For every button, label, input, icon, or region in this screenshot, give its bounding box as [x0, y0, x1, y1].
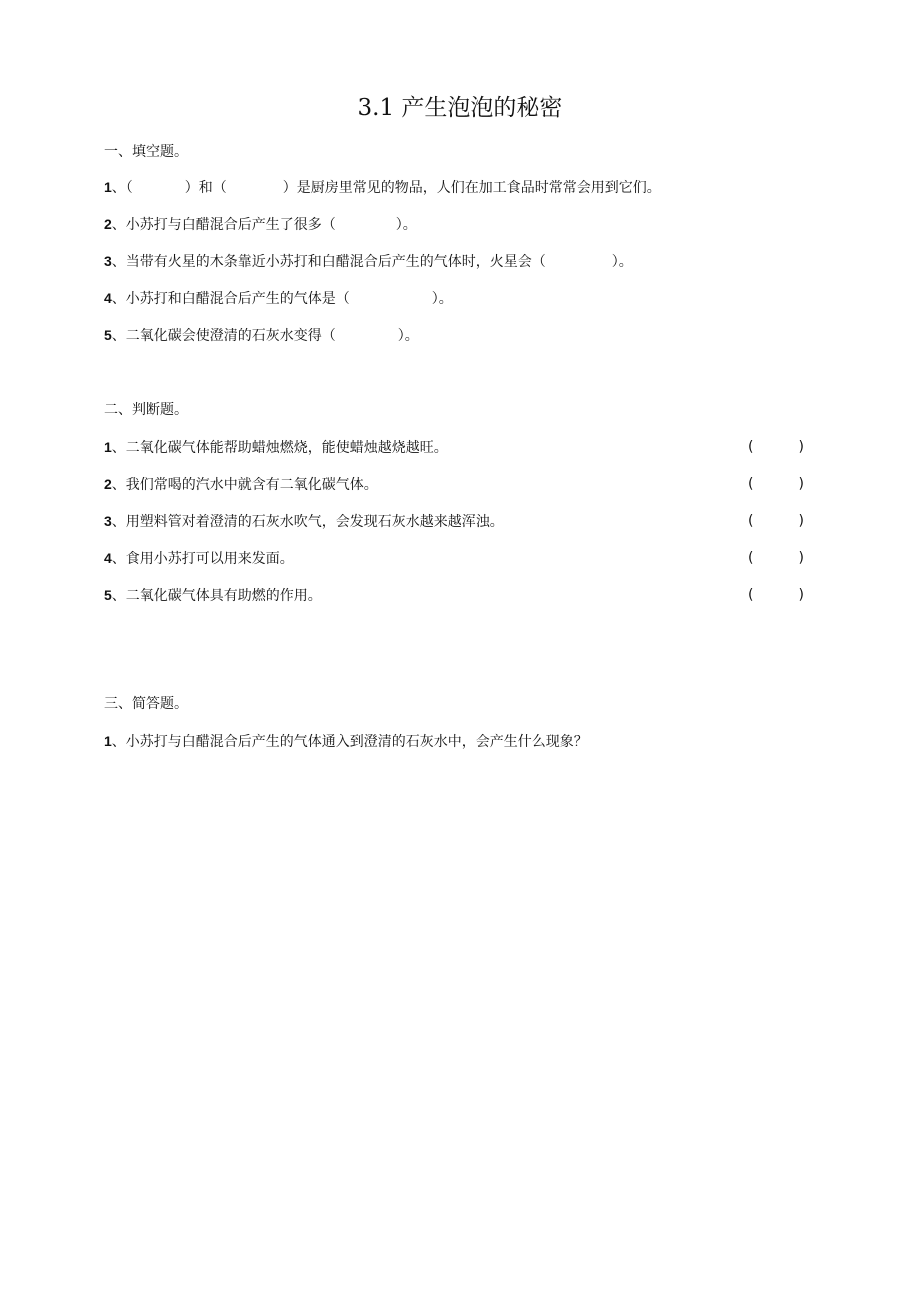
question-number: 4: [104, 550, 112, 566]
question-number: 5: [104, 587, 112, 603]
answer-parentheses[interactable]: [748, 474, 804, 494]
true-false-question-5: [104, 585, 322, 606]
question-number: 2: [104, 476, 112, 492]
paren-close: ): [798, 476, 804, 492]
question-text: 、食用小苏打可以用来发面。: [111, 551, 294, 567]
true-false-question-4: [104, 548, 294, 569]
question-text: ）是厨房里常见的物品，人们在加工食品时常常会用到它们。: [282, 180, 661, 196]
true-false-question-1: [104, 437, 448, 458]
paren-close: ): [798, 439, 804, 455]
question-text: ）。: [397, 328, 419, 344]
paren-open: (: [748, 513, 754, 529]
question-text: 、二氧化碳气体能帮助蜡烛燃烧，能使蜡烛越烧越旺。: [111, 440, 448, 456]
true-false-question-3: [104, 511, 504, 532]
fill-blank-question-2: [104, 214, 417, 235]
question-text: ）。: [611, 254, 633, 270]
question-number: 1: [104, 439, 112, 455]
question-text: ）。: [395, 217, 417, 233]
answer-area[interactable]: [104, 760, 816, 1060]
fill-blank-question-3: [104, 251, 633, 272]
question-text: 、用塑料管对着澄清的石灰水吹气，会发现石灰水越来越浑浊。: [111, 514, 504, 530]
paren-open: (: [748, 439, 754, 455]
question-number: 4: [104, 290, 112, 306]
paren-open: (: [748, 476, 754, 492]
question-text: 、（: [111, 180, 133, 196]
question-text: 、当带有火星的木条靠近小苏打和白醋混合后产生的气体时，火星会（: [111, 254, 546, 270]
question-text: ）和（: [184, 180, 227, 196]
question-number: 2: [104, 216, 112, 232]
paren-open: (: [748, 550, 754, 566]
paren-close: ): [798, 550, 804, 566]
section-heading-true-false: 二、判断题。: [104, 402, 188, 418]
paren-close: ): [798, 513, 804, 529]
page-title: 3.1 产生泡泡的秘密: [357, 95, 563, 121]
paren-close: ): [798, 587, 804, 603]
short-answer-question-1: [104, 731, 588, 752]
answer-parentheses[interactable]: [748, 548, 804, 568]
section-heading-fill-blank: 一、填空题。: [104, 144, 188, 160]
question-number: 1: [104, 733, 112, 749]
question-text: 、小苏打与白醋混合后产生了很多（: [111, 217, 336, 233]
question-text: 、二氧化碳气体具有助燃的作用。: [111, 588, 322, 604]
answer-parentheses[interactable]: [748, 511, 804, 531]
question-text: 、我们常喝的汽水中就含有二氧化碳气体。: [111, 477, 378, 493]
question-number: 3: [104, 253, 112, 269]
question-text: 、小苏打与白醋混合后产生的气体通入到澄清的石灰水中，会产生什么现象？: [111, 734, 588, 750]
answer-parentheses[interactable]: [748, 585, 804, 605]
true-false-question-2: [104, 474, 378, 495]
question-number: 1: [104, 179, 112, 195]
question-number: 5: [104, 327, 112, 343]
section-heading-short-answer: 三、简答题。: [104, 696, 188, 712]
paren-open: (: [748, 587, 754, 603]
question-text: 、二氧化碳会使澄清的石灰水变得（: [111, 328, 336, 344]
question-text: ）。: [431, 291, 453, 307]
fill-blank-question-4: [104, 288, 453, 309]
answer-parentheses[interactable]: [748, 437, 804, 457]
fill-blank-question-5: [104, 325, 419, 346]
question-number: 3: [104, 513, 112, 529]
question-text: 、小苏打和白醋混合后产生的气体是（: [111, 291, 350, 307]
fill-blank-question-1: [104, 177, 661, 198]
